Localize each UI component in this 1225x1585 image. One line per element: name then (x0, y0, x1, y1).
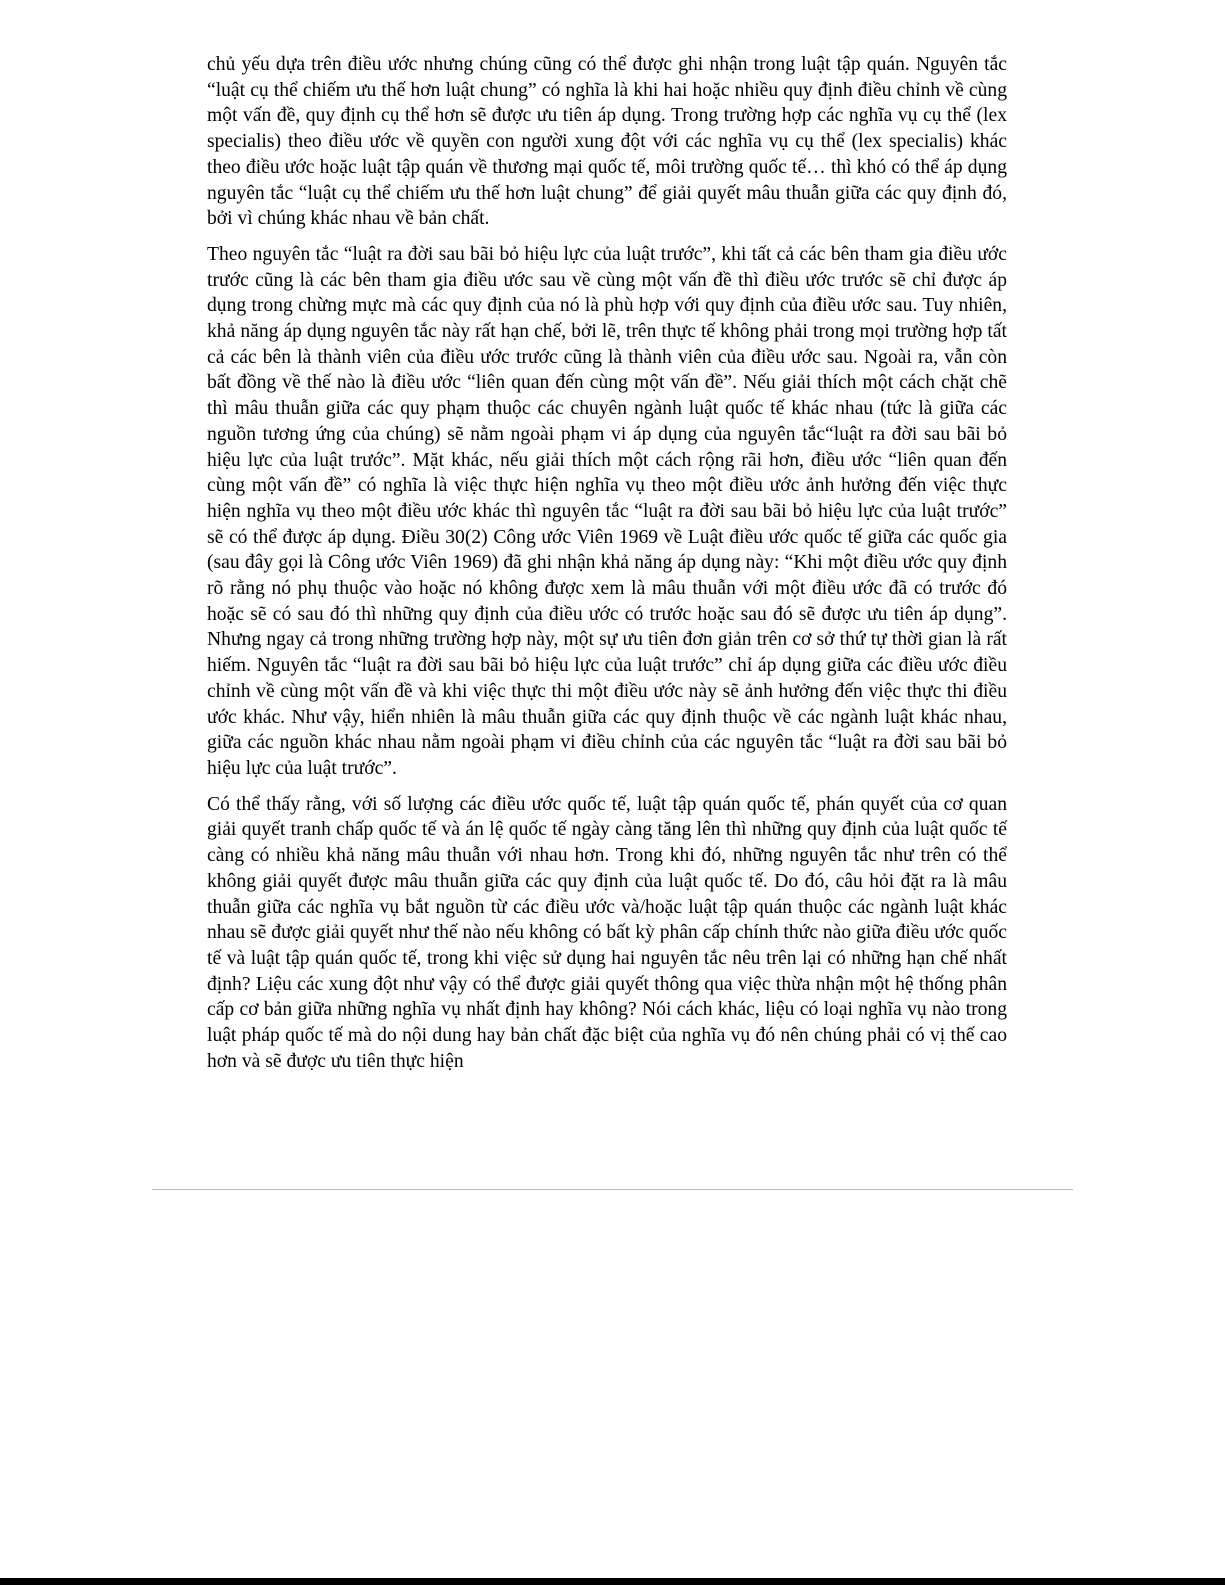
paragraph-lex-posterior: Theo nguyên tắc “luật ra đời sau bãi bỏ hiệu lực của luật trước”, khi tất cả các bên tham gia điều ước trước cũng là các bên tham gia điều ước sau về cùng một vấn đề thì điều ước trước sẽ chỉ được áp dụng trong chừng mực mà các quy định của nó là phù hợp với quy định của điều ước sau. Tuy nhiên, khả năng áp dụng nguyên tắc này rất hạn chế, bởi lẽ, trên thực tế không phải trong mọi trường hợp tất cả các bên là thành viên của điều ước trước cũng là thành viên của điều ước sau. Ngoài ra, vẫn còn bất đồng về thế nào là điều ước “liên quan đến cùng một vấn đề”. Nếu giải thích một cách chặt chẽ thì mâu thuẫn giữa các quy phạm thuộc các chuyên ngành luật quốc tế khác nhau (tức là giữa các nguồn tương ứng của chúng) sẽ nằm ngoài phạm vi áp dụng của nguyên tắc“luật ra đời sau bãi bỏ hiệu lực của luật trước”. Mặt khác, nếu giải thích một cách rộng rãi hơn, điều ước “liên quan đến cùng một vấn đề” có nghĩa là việc thực hiện nghĩa vụ theo một điều ước ảnh hưởng đến việc thực hiện nghĩa vụ theo một điều ước khác thì nguyên tắc “luật ra đời sau bãi bỏ hiệu lực của luật trước” sẽ có thể được áp dụng. Điều 30(2) Công ước Viên 1969 về Luật điều ước quốc tế giữa các quốc gia (sau đây gọi là Công ước Viên 1969) đã ghi nhận khả năng áp dụng này: “Khi một điều ước quy định rõ rằng nó phụ thuộc vào hoặc nó không được xem là mâu thuẫn với một điều ước đã có trước đó hoặc sẽ có sau đó thì những quy định của điều ước có trước hoặc sau đó sẽ được ưu tiên áp dụng”. Nhưng ngay cả trong những trường hợp này, một sự ưu tiên đơn giản trên cơ sở thứ tự thời gian là rất hiếm. Nguyên tắc “luật ra đời sau bãi bỏ hiệu lực của luật trước” chỉ áp dụng giữa các điều ước điều chỉnh về cùng một vấn đề và khi việc thực thi một điều ước này sẽ ảnh hưởng đến việc thực thi điều ước khác. Như vậy, hiển nhiên là mâu thuẫn giữa các quy định thuộc về các ngành luật khác nhau, giữa các nguồn khác nhau nằm ngoài phạm vi điều chỉnh của các nguyên tắc “luật ra đời sau bãi bỏ hiệu lực của luật trước”. (207, 243, 1007, 779)
paragraph-hierarchy-question: Có thể thấy rằng, với số lượng các điều ước quốc tế, luật tập quán quốc tế, phán quyết của cơ quan giải quyết tranh chấp quốc tế và án lệ quốc tế ngày càng tăng lên thì những quy định của luật quốc tế càng có nhiều khả năng mâu thuẫn với nhau hơn. Trong khi đó, những nguyên tắc như trên có thể không giải quyết được mâu thuẫn giữa các quy định của luật quốc tế. Do đó, câu hỏi đặt ra là mâu thuẫn giữa các nghĩa vụ bắt nguồn từ các điều ước và/hoặc luật tập quán thuộc các ngành luật khác nhau sẽ được giải quyết như thế nào nếu không có bất kỳ phân cấp chính thức nào giữa điều ước quốc tế và luật tập quán quốc tế, trong khi việc sử dụng hai nguyên tắc nêu trên lại có những hạn chế nhất định? Liệu các xung đột như vậy có thể được giải quyết thông qua việc thừa nhận một hệ thống phân cấp cơ bản giữa những nghĩa vụ nhất định hay không? Nói cách khác, liệu có loại nghĩa vụ nào trong luật pháp quốc tế mà do nội dung hay bản chất đặc biệt của nghĩa vụ đó nên chúng phải có vị thế cao hơn và sẽ được ưu tiên thực hiện (207, 793, 1007, 1072)
page-bottom-edge (0, 1578, 1225, 1585)
page-footer-divider (152, 1189, 1073, 1190)
document-body (207, 52, 1007, 1084)
paragraph-lex-specialis: chủ yếu dựa trên điều ước nhưng chúng cũng có thể được ghi nhận trong luật tập quán. Nguyên tắc “luật cụ thể chiếm ưu thế hơn luật chung” có nghĩa là khi hai hoặc nhiều quy định điều chỉnh về cùng một vấn đề, quy định cụ thể hơn sẽ được ưu tiên áp dụng. Trong trường hợp các nghĩa vụ cụ thể (lex specialis) theo điều ước về quyền con người xung đột với các nghĩa vụ cụ thể (lex specialis) khác theo điều ước hoặc luật tập quán về thương mại quốc tế, môi trường quốc tế… thì khó có thể áp dụng nguyên tắc “luật cụ thể chiếm ưu thế hơn luật chung” để giải quyết mâu thuẫn giữa các quy định đó, bởi vì chúng khác nhau về bản chất. (207, 54, 1007, 230)
